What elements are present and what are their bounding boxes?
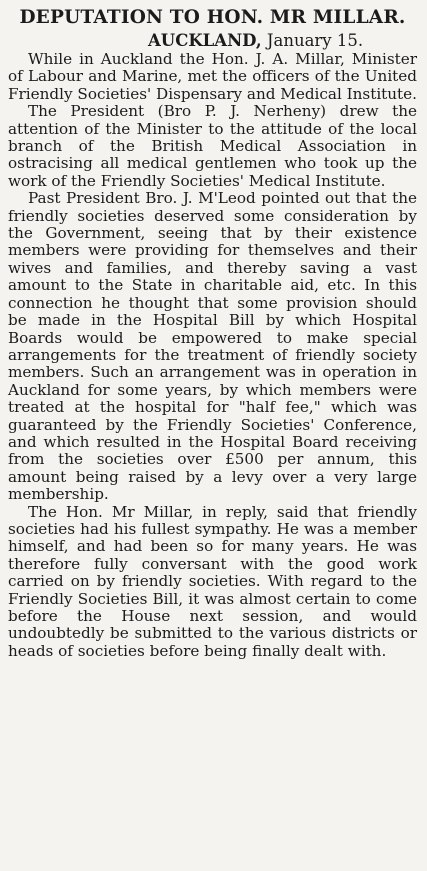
article-paragraph: Past President Bro. J. M'Leod pointed out that the friendly societies deserved some consideration by the Government, seeing that by their existence members were providing for themselves and their wives and families, and thereby saving a vast amount to the State in charitable aid, etc. In this connection he thought that some provision should be made in the Hospital Bill by which Hospital Boards would be empowered to make special arrangements for the treatment of friendly society members. Such an arrangement was in operation in Auckland for some years, by which members were treated at the hospital for "half fee," which was guaranteed by the Friendly Societies' Conference, and which resulted in the Hospital Board receiving from the societies over £500 per annum, this amount being raised by a levy over a very large membership. — [8, 189, 417, 504]
article-dateline — [8, 30, 417, 51]
article-paragraph: While in Auckland the Hon. J. A. Millar, Minister of Labour and Marine, met the officers of the United Friendly Societies' Dispensary and Medical Institute. — [8, 50, 417, 103]
article-paragraph: The President (Bro P. J. Nerheny) drew the attention of the Minister to the attitude of the local branch of the British Medical Association in ostracising all medical gentlemen who took up the work of the Friendly Societies' Medical Institute. — [8, 102, 417, 190]
dateline-place: AUCKLAND, — [148, 31, 262, 50]
dateline-date: January 15. — [266, 31, 364, 50]
article-headline: DEPUTATION TO HON. MR MILLAR. — [19, 7, 406, 28]
article-paragraph: The Hon. Mr Millar, in reply, said that friendly societies had his fullest sympathy. He was a member himself, and had been so for many years. He was therefore fully conversant with the good work carried on by friendly societies. With regard to the Friendly Societies Bill, it was almost certain to come before the House next session, and would undoubtedly be submitted to the various districts or heads of societies before being finally dealt with. — [8, 502, 417, 660]
